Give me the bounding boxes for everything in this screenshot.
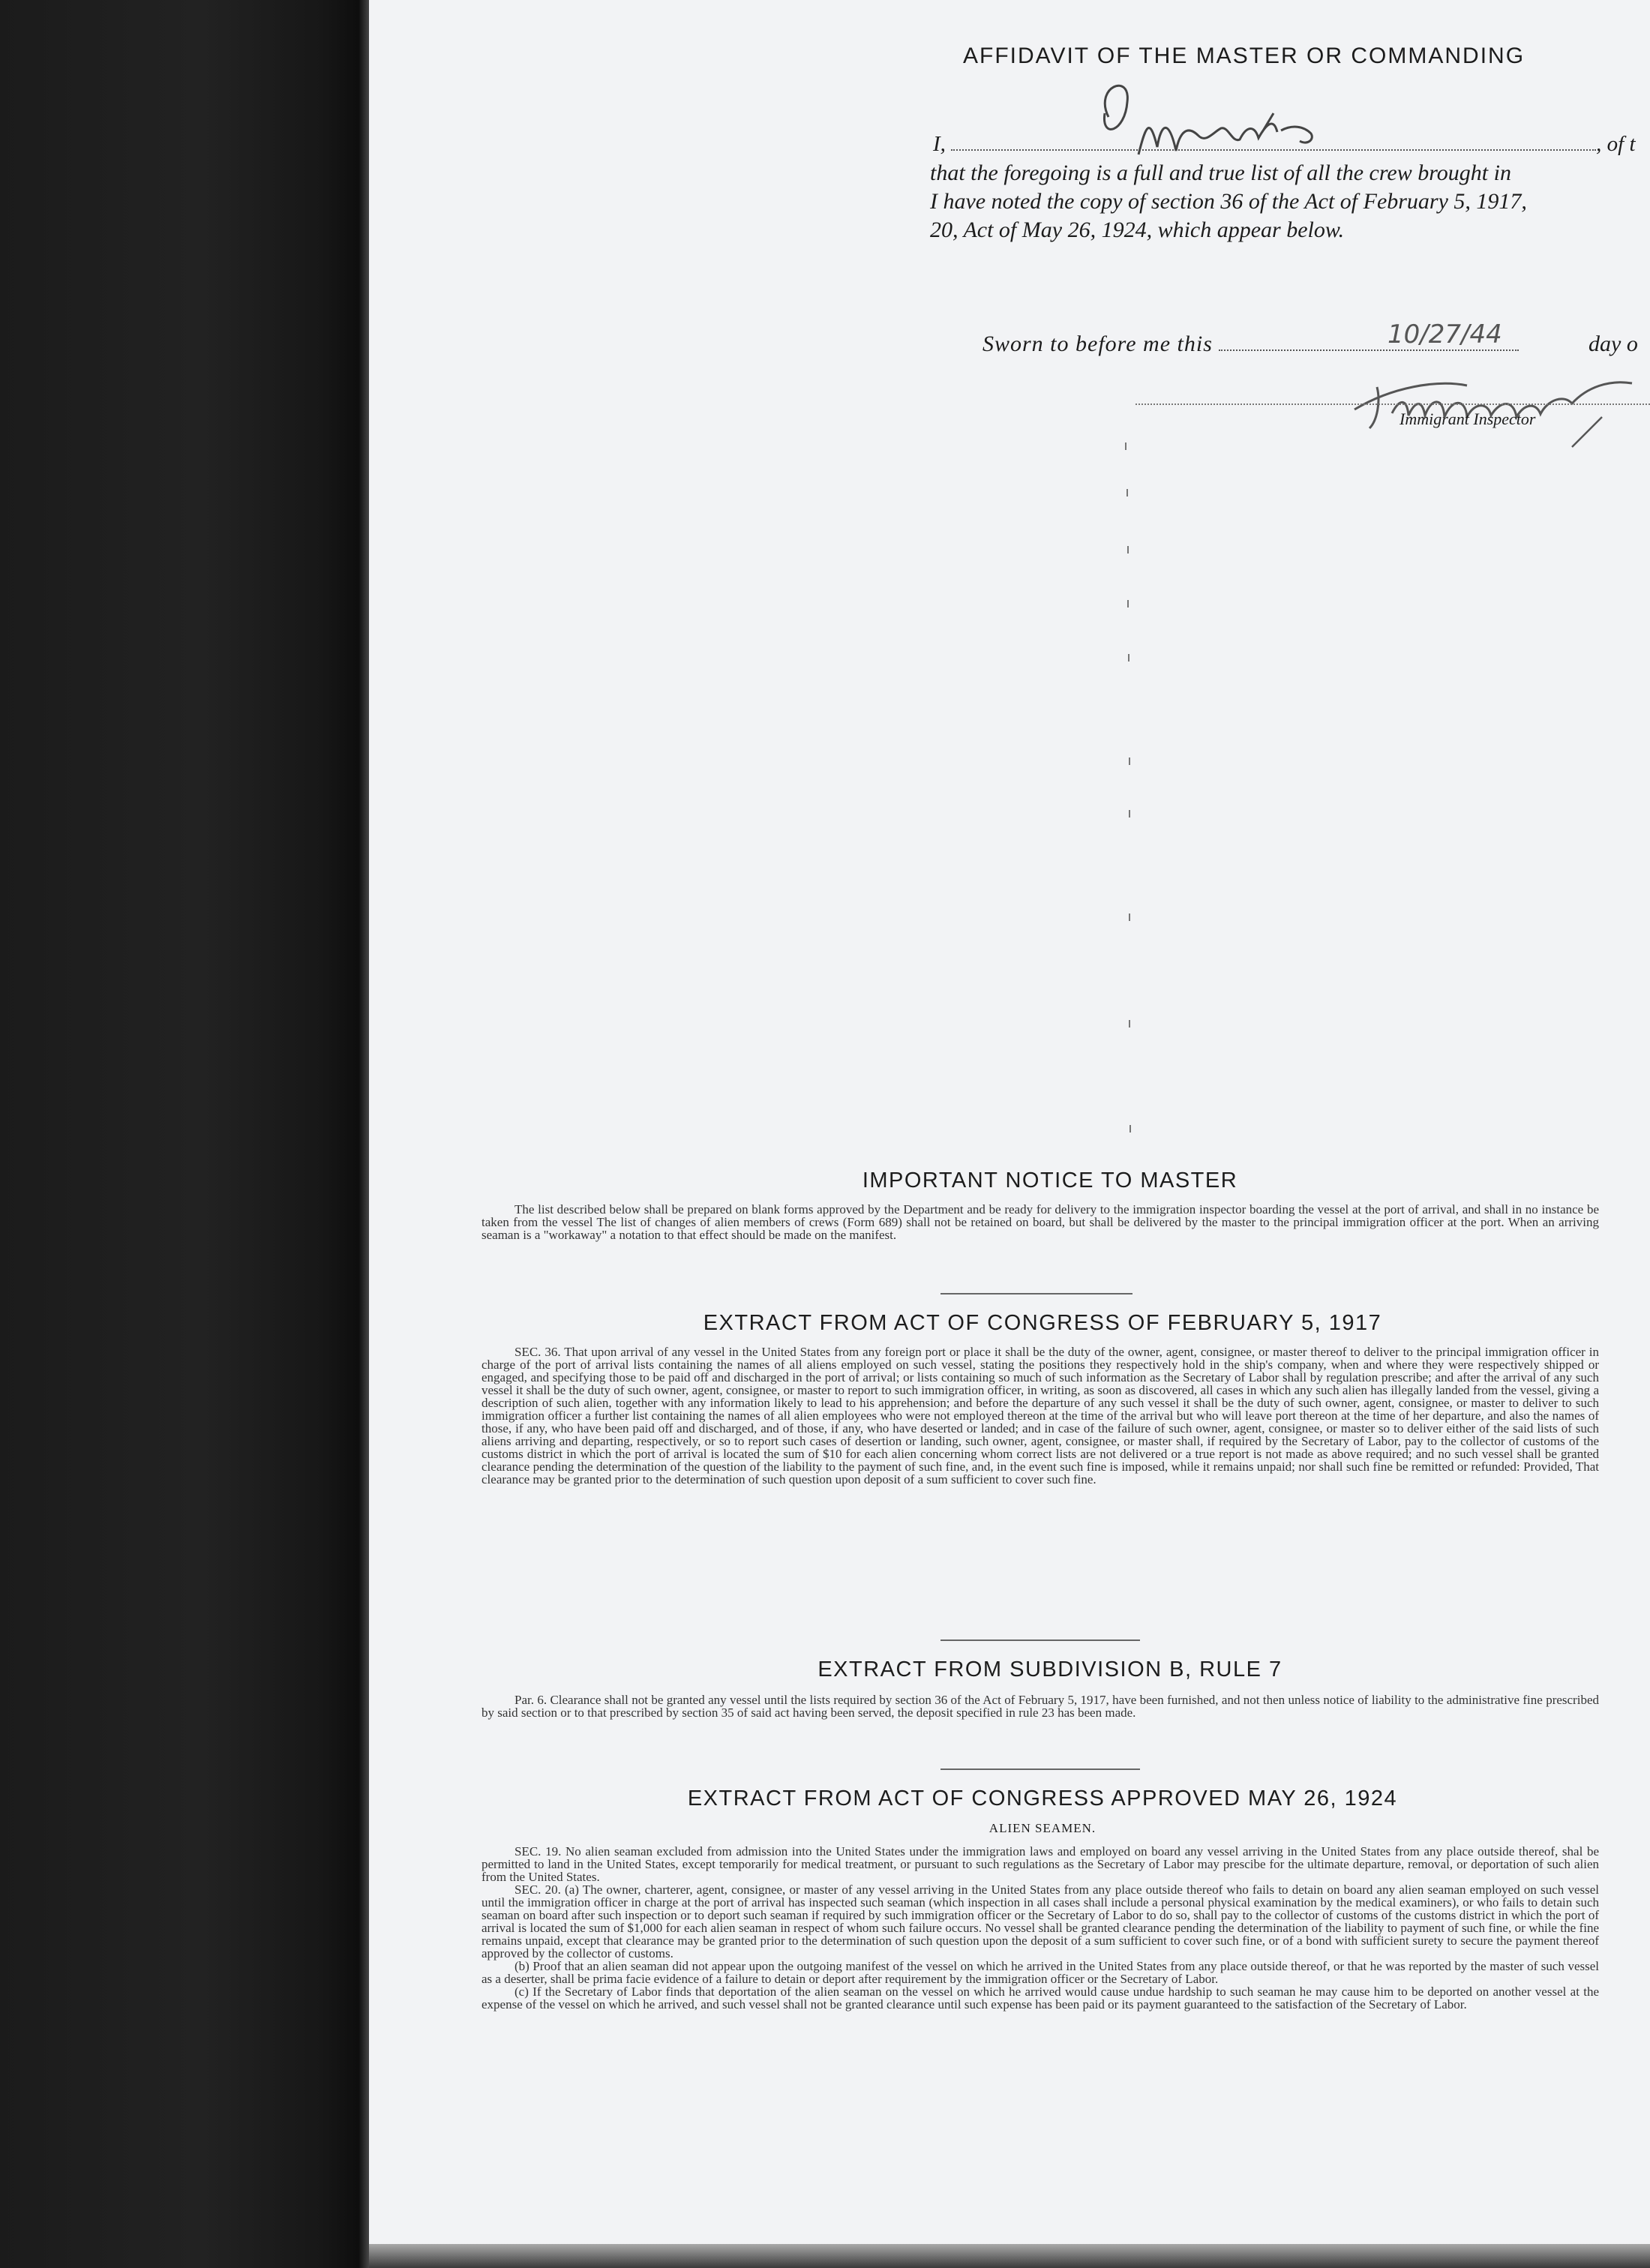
affidavit-title: AFFIDAVIT OF THE MASTER OR COMMANDING: [963, 44, 1526, 68]
day-label: day o: [1588, 332, 1638, 356]
affidavit-body-line-3: 20, Act of May 26, 1924, which appear below.: [930, 218, 1345, 242]
inspector-label: Immigrant Inspector: [1400, 410, 1536, 428]
sworn-date-handwritten: 10/27/44: [1388, 320, 1502, 350]
sworn-label: Sworn to before me this: [982, 332, 1213, 356]
master-signature: [1086, 72, 1341, 170]
sec-20a-text: SEC. 20. (a) The owner, charterer, agent, consignee, or master of any vessel arriving in the United States from any place outside thereof who fails to detain on board any alien seaman employed on such vessel until the immigration officer in charge at the port of arrival has inspected such seaman (which inspection in all cases shall include a personal physical examination by the medical examiners), or who fails to detain such seaman on board after such inspection or to deport such seaman if required by such immigration officer or the Secretary of Labor to do so, shall pay to the collector of customs of the customs district in which the port of arrival is located the sum of $1,000 for each alien seaman in respect of whom such failure occurs. No vessel shall be granted clearance pending the determination of the liability to payment of such fine, or while the fine remains unpaid, except that clearance may be granted prior to the determination of such question upon the deposit of a sum sufficient to cover such fine, or of a bond with sufficient surety to secure the payment thereof approved by the collector of customs.: [482, 1882, 1599, 1960]
important-notice-text: The list described below shall be prepared on blank forms approved by the Department and be ready for delivery to the immigration inspector boarding the vessel at the port of arrival, and shall in no instance be taken from the vessel The list of changes of alien members of crews (Form 689) shall not be retained on board, but shall be delivered by the master to the principal immigration officer at the port. When an arriving seaman is a "workaway" a notation to that effect should be made on the manifest.: [482, 1202, 1599, 1242]
extract-1924-section: [482, 1845, 1599, 2011]
sec-20b-text: (b) Proof that an alien seaman did not appear upon the outgoing manifest of the vessel on which he arrived in the United States from any place outside thereof, or that he was reported by the master of such vessel as a deserter, shall be prima facie evidence of a failure to detain or deport after requirement by the immigration officer or the Secretary of Labor.: [482, 1959, 1599, 1986]
affidavit-body-line-2: I have noted the copy of section 36 of the Act of February 5, 1917,: [930, 189, 1527, 214]
extract-rule7-text: Par. 6. Clearance shall not be granted any vessel until the lists required by section 36 of the Act of February 5, 1917, have been furnished, and not then unless notice of liability to the administrative fine prescribed by said section or to that prescribed by section 35 of said act having been served, the deposit specified in rule 23 has been made.: [482, 1693, 1599, 1720]
scan-dark-margin: [0, 0, 366, 2268]
affidavit-body-line-1: that the foregoing is a full and true list of all the crew brought in: [930, 160, 1511, 185]
affidavit-body: [930, 159, 1650, 244]
inspector-signature-line: [1136, 404, 1650, 405]
extract-1917-text: SEC. 36. That upon arrival of any vessel in the United States from any foreign port or place it shall be the duty of the owner, agent, consignee, or master thereof to deliver to the principal immigration officer in charge of the port of arrival lists containing the names of all aliens employed on such vessel, stating the positions they respectively hold in the ship's company, when and where they were respectively shipped or engaged, and specifying those to be paid off and discharged in the port of arrival; or lists containing so much of such information as the Secretary of Labor shall by regulation prescribe; and after the arrival of any such vessel it shall be the duty of such owner, agent, consignee, or master to report to such immigration officer, in writing, as soon as discovered, all cases in which any such alien has illegally landed from the vessel, giving a description of such alien, together with any information likely to lead to his apprehension; and before the departure of any such vessel it shall be the duty of such owner, agent, consignee, or master to deliver to such immigration officer a further list containing the names of all alien employees who were not employed thereon at the time of the arrival but who will leave port thereon at the time of her departure, and also the names of those, if any, who have been paid off and discharged, and of those, if any, who have deserted or landed; and in case of the failure of such owner, agent, consignee, or master so to deliver either of the said lists of such aliens arriving and departing, respectively, or so to report such cases of desertion or landing, such owner, agent, consignee, or master shall, if required by the Secretary of Labor, pay to the collector of customs of the customs district in which the port of arrival is located the sum of $10 for each alien concerning whom correct lists are not delivered or a true report is not made as above required; and no such vessel shall be granted clearance pending the determination of the question of the liability to the payment of such fine, and, in the event such fine is imposed, while it remains unpaid; nor shall such fine be remitted or refunded: Provided, That clearance may be granted prior to the determination of such question upon deposit of a sum sufficient to cover such fine.: [482, 1345, 1599, 1486]
extract-rule7-section: [482, 1694, 1599, 1719]
section-divider: [940, 1768, 1140, 1770]
extract-1917-section: [482, 1346, 1599, 1486]
affidavit-line-prefix: I,: [933, 132, 946, 156]
important-notice-heading: IMPORTANT NOTICE TO MASTER: [862, 1168, 1238, 1192]
sec-20c-text: (c) If the Secretary of Labor finds that deportation of the alien seaman on the vessel on which he arrived would cause undue hardship to such seaman he may cause him to be deported on another vessel at the expense of the vessel on which he arrived, and such vessel shall not be granted clearance until such expense has been paid or its payment guaranteed to the satisfaction of the Secretary of Labor.: [482, 1984, 1599, 2012]
scan-bottom-edge: [369, 2244, 1650, 2268]
affidavit-line-suffix: , of t: [1596, 132, 1636, 156]
alien-seamen-subheading: ALIEN SEAMEN.: [988, 1821, 1096, 1835]
sec-19-text: SEC. 19. No alien seaman excluded from admission into the United States under the immigration laws and employed on board any vessel arriving in the United States from any place outside thereof, shal be permitted to land in the United States, except temporarily for medical treatment, or pursuant to such regulations as the Secretary of Labor may prescibe for the ultimate departure, removal, or deportation of such alien from the United States.: [482, 1844, 1599, 1884]
extract-1917-heading: EXTRACT FROM ACT OF CONGRESS OF FEBRUARY 5, 1917: [703, 1311, 1382, 1335]
extract-rule7-heading: EXTRACT FROM SUBDIVISION B, RULE 7: [818, 1658, 1282, 1682]
sworn-date-field: [1219, 350, 1519, 351]
section-divider: [940, 1293, 1132, 1294]
important-notice-section: [482, 1203, 1599, 1241]
extract-1924-heading: EXTRACT FROM ACT OF CONGRESS APPROVED MAY 26, 1924: [687, 1786, 1398, 1810]
section-divider: [940, 1640, 1140, 1641]
